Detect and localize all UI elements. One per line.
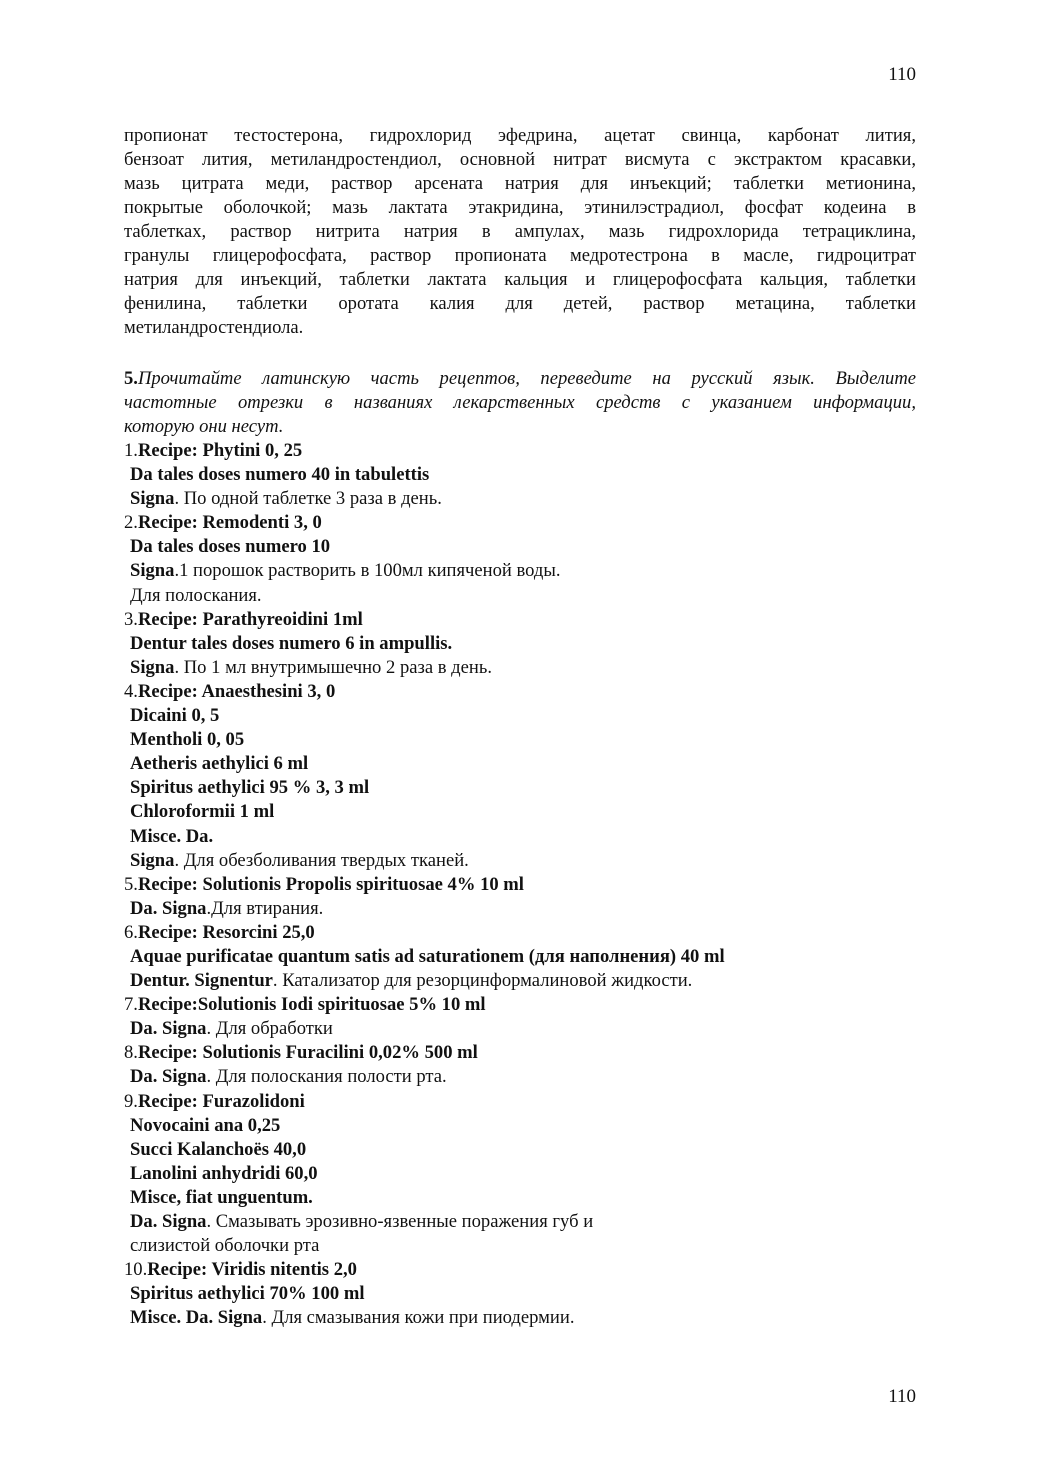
recipe-line [124, 728, 924, 752]
recipe-instruction-text: .Для втирания. [206, 897, 324, 919]
recipe-latin-text: Da. Signa [130, 897, 207, 919]
intro-paragraph [124, 124, 916, 340]
task-line: частотные отрезки в названиях лекарственных средств с указанием информации, [124, 392, 916, 413]
recipe-line [124, 776, 924, 800]
recipe-instruction-text: . Для смазывания кожи при пиодермии. [262, 1307, 575, 1329]
recipe-latin-text: Spiritus aethylici 95 % 3, 3 ml [130, 777, 370, 799]
recipe-list [124, 439, 924, 1330]
recipe-latin-text: Lanolini anhydridi 60,0 [130, 1162, 318, 1184]
recipe-line [124, 1138, 924, 1162]
recipe-line [124, 873, 924, 897]
recipe-latin-text: Signa [130, 849, 175, 871]
intro-line: натрия для инъекций, таблетки лактата кальция и глицерофосфата кальция, таблетки [124, 269, 916, 290]
recipe-instruction-text: . Для обработки [206, 1018, 333, 1040]
recipe-instruction-text: . Для полоскания полости рта. [206, 1066, 447, 1088]
task-number: 5. [124, 368, 138, 389]
recipe-line [124, 1065, 924, 1089]
recipe-number: 2. [124, 512, 138, 534]
recipe-line [124, 559, 924, 583]
page-number-bottom: 110 [888, 1386, 916, 1407]
recipe-instruction-text: . По одной таблетке 3 раза в день. [174, 488, 442, 510]
recipe-number: 7. [124, 994, 138, 1016]
recipe-line [124, 1282, 924, 1306]
recipe-latin-text: Spiritus aethylici 70% 100 ml [130, 1283, 365, 1305]
recipe-latin-text: Dentur tales doses numero 6 in ampullis. [130, 632, 453, 654]
recipe-line [124, 584, 924, 608]
recipe-latin-text: Misce. Da. [130, 825, 214, 847]
recipe-latin-text: Recipe: Solutionis Furacilini 0,02% 500 ml [137, 1042, 478, 1064]
recipe-latin-text: Recipe:Solutionis Iodi spirituosae 5% 10 ml [137, 994, 486, 1016]
recipe-line [124, 680, 924, 704]
recipe-latin-text: Signa [130, 488, 175, 510]
recipe-latin-text: Succi Kalanchoës 40,0 [130, 1138, 307, 1160]
recipe-line [124, 463, 924, 487]
recipe-line [124, 1114, 924, 1138]
recipe-line [124, 1306, 924, 1330]
recipe-line [124, 849, 924, 873]
intro-line: таблетках, раствор нитрита натрия в ампулах, мазь гидрохлорида тетрациклина, [124, 221, 916, 242]
recipe-line [124, 656, 924, 680]
recipe-line [124, 535, 924, 559]
page-number-top: 110 [888, 64, 916, 85]
intro-line: метиландростендиола. [124, 317, 304, 338]
recipe-number: 8. [124, 1042, 138, 1064]
recipe-instruction-text: Для полоскания. [130, 584, 262, 606]
recipe-line [124, 897, 924, 921]
intro-line: покрытые оболочкой; мазь лактата этакридина, этинилэстрадиол, фосфат кодеина в [124, 197, 916, 218]
recipe-line [124, 752, 924, 776]
recipe-latin-text: Recipe: Remodenti 3, 0 [137, 512, 322, 534]
recipe-latin-text: Signa [130, 560, 175, 582]
recipe-number: 1. [124, 440, 138, 461]
recipe-line [124, 1017, 924, 1041]
recipe-line [124, 1234, 924, 1258]
recipe-line [124, 921, 924, 945]
recipe-line [124, 608, 924, 632]
recipe-latin-text: Chloroformii 1 ml [130, 801, 275, 823]
recipe-latin-text: Misce, fiat unguentum. [130, 1186, 313, 1208]
recipe-instruction-text: . Для обезболивания твердых тканей. [174, 849, 469, 871]
recipe-line [124, 632, 924, 656]
recipe-line [124, 1210, 924, 1234]
recipe-line [124, 800, 924, 824]
recipe-latin-text: Recipe: Phytini 0, 25 [137, 440, 303, 461]
recipe-line [124, 1258, 924, 1282]
recipe-latin-text: Dentur. Signentur [130, 970, 273, 992]
recipe-line [124, 993, 924, 1017]
task-text: Прочитайте латинскую часть рецептов, переведите на русский язык. Выделите [137, 368, 916, 389]
recipe-instruction-text: .1 порошок растворить в 100мл кипяченой воды. [174, 560, 561, 582]
recipe-line [124, 704, 924, 728]
recipe-latin-text: Da. Signa [130, 1018, 207, 1040]
recipe-latin-text: Recipe: Anaesthesini 3, 0 [137, 680, 336, 702]
recipe-latin-text: Aquae purificatae quantum satis ad saturationem (для наполнения) 40 ml [130, 945, 725, 967]
recipe-latin-text: Novocaini ana 0,25 [130, 1114, 281, 1136]
recipe-latin-text: Recipe: Viridis nitentis 2,0 [147, 1259, 357, 1281]
task-line [124, 367, 916, 391]
recipe-latin-text: Aetheris aethylici 6 ml [130, 753, 309, 775]
recipe-number: 10. [124, 1259, 148, 1281]
recipe-number: 3. [124, 608, 138, 630]
recipe-latin-text: Recipe: Parathyreoidini 1ml [137, 608, 363, 630]
recipe-number: 6. [124, 921, 138, 943]
recipe-instruction-text: слизистой оболочки рта [130, 1235, 320, 1257]
recipe-latin-text: Dicaini 0, 5 [130, 705, 220, 727]
recipe-number: 5. [124, 873, 138, 895]
recipe-line [124, 439, 924, 463]
recipe-instruction-text: . Катализатор для резорцинформалиновой жидкости. [272, 970, 693, 992]
intro-line: пропионат тестостерона, гидрохлорид эфедрина, ацетат свинца, карбонат лития, [124, 125, 916, 146]
recipe-latin-text: Recipe: Resorcini 25,0 [137, 921, 315, 943]
recipe-latin-text: Misce. Da. Signa [130, 1307, 263, 1329]
recipe-line [124, 1186, 924, 1210]
recipe-latin-text: Signa [130, 656, 175, 678]
task-heading [124, 367, 916, 439]
recipe-latin-text: Mentholi 0, 05 [130, 729, 245, 751]
recipe-latin-text: Da. Signa [130, 1066, 207, 1088]
recipe-line [124, 1090, 924, 1114]
recipe-line [124, 1041, 924, 1065]
intro-line: фенилина, таблетки оротата калия для детей, раствор метацина, таблетки [124, 293, 916, 314]
recipe-latin-text: Recipe: Furazolidoni [137, 1090, 305, 1112]
recipe-line [124, 487, 924, 511]
recipe-latin-text: Recipe: Solutionis Propolis spirituosae 4% 10 ml [137, 873, 524, 895]
recipe-instruction-text: . По 1 мл внутримышечно 2 раза в день. [174, 656, 492, 678]
recipe-line [124, 969, 924, 993]
recipe-number: 9. [124, 1090, 138, 1112]
intro-line: мазь цитрата меди, раствор арсената натрия для инъекций; таблетки метионина, [124, 173, 916, 194]
recipe-latin-text: Da tales doses numero 10 [130, 536, 331, 558]
recipe-line [124, 945, 924, 969]
recipe-line [124, 1162, 924, 1186]
recipe-latin-text: Da. Signa [130, 1211, 207, 1232]
recipe-latin-text: Da tales doses numero 40 in tabulettis [130, 464, 430, 486]
intro-line: бензоат лития, метиландростендиол, основной нитрат висмута с экстрактом красавки, [124, 149, 916, 170]
recipe-line [124, 511, 924, 535]
intro-line: гранулы глицерофосфата, раствор пропионата медротестрона в масле, гидроцитрат [124, 245, 916, 266]
task-line: которую они несут. [124, 416, 284, 437]
recipe-instruction-text: . Смазывать эрозивно-язвенные поражения губ и [206, 1211, 594, 1232]
recipe-number: 4. [124, 680, 138, 702]
recipe-line [124, 825, 924, 849]
